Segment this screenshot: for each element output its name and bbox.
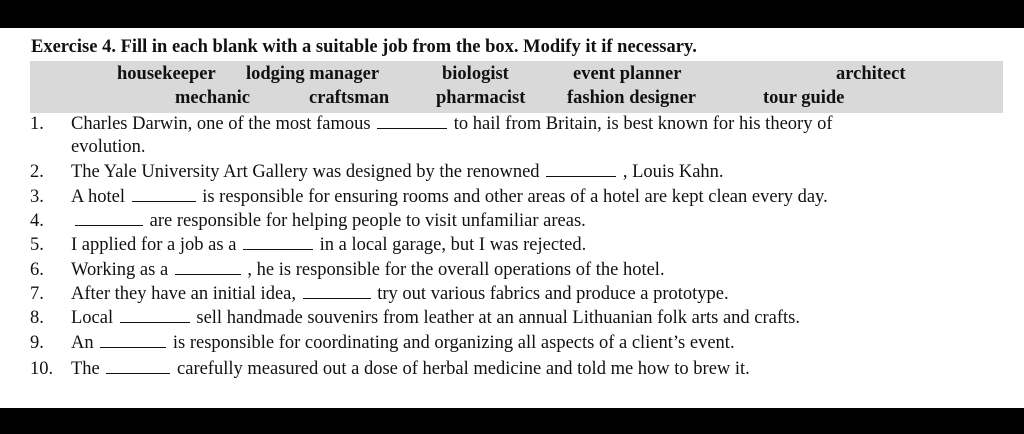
answer-blank[interactable] — [120, 308, 190, 323]
list-item — [71, 235, 586, 256]
item-text-before: The Yale University Art Gallery was designed by the renowned — [71, 162, 540, 182]
list-item — [71, 260, 665, 281]
item-text-before: Working as a — [71, 260, 169, 280]
item-number: 5. — [30, 235, 44, 255]
item-text-after: carefully measured out a dose of herbal medicine and told me how to brew it. — [177, 359, 750, 379]
exercise-title: Exercise 4. Fill in each blank with a suitable job from the box. Modify it if necessary. — [31, 37, 697, 57]
word-fashion-designer: fashion designer — [567, 88, 697, 108]
word-architect: architect — [836, 64, 906, 84]
word-pharmacist: pharmacist — [436, 88, 526, 108]
item-number: 4. — [30, 211, 44, 231]
list-item — [71, 333, 735, 354]
item-text-before: A hotel — [71, 187, 125, 207]
answer-blank[interactable] — [100, 333, 166, 348]
list-item — [71, 284, 729, 305]
answer-blank[interactable] — [243, 235, 313, 250]
item-text-before: The — [71, 359, 100, 379]
item-text-before: Charles Darwin, one of the most famous — [71, 114, 371, 134]
list-item — [71, 359, 750, 380]
item-number: 2. — [30, 162, 44, 182]
item-number: 10. — [30, 359, 54, 379]
item-text-after: are responsible for helping people to visit unfamiliar areas. — [149, 211, 586, 231]
list-item — [71, 162, 724, 183]
list-item — [71, 211, 586, 232]
item-text-after: try out various fabrics and produce a prototype. — [377, 284, 729, 304]
item-number: 3. — [30, 187, 44, 207]
item-text-after: , Louis Kahn. — [622, 162, 724, 182]
item-text-after: is responsible for ensuring rooms and other areas of a hotel are kept clean every day. — [202, 187, 828, 207]
word-tour-guide: tour guide — [763, 88, 845, 108]
item-text-before: An — [71, 333, 94, 353]
item-text-before: Local — [71, 308, 114, 328]
item-text-after: sell handmade souvenirs from leather at an annual Lithuanian folk arts and crafts. — [196, 308, 800, 328]
item-text-before: I applied for a job as a — [71, 235, 237, 255]
list-item — [71, 187, 828, 208]
item-number: 7. — [30, 284, 44, 304]
answer-blank[interactable] — [132, 187, 196, 202]
item-text-after: in a local garage, but I was rejected. — [319, 235, 587, 255]
answer-blank[interactable] — [175, 260, 241, 275]
word-biologist: biologist — [442, 64, 509, 84]
item-number: 9. — [30, 333, 44, 353]
word-craftsman: craftsman — [309, 88, 390, 108]
item-text-after: , he is responsible for the overall operations of the hotel. — [247, 260, 665, 280]
answer-blank[interactable] — [303, 284, 371, 299]
item-continuation: evolution. — [71, 137, 146, 157]
word-mechanic: mechanic — [175, 88, 251, 108]
word-event-planner: event planner — [573, 64, 682, 84]
answer-blank[interactable] — [75, 211, 143, 226]
item-number: 1. — [30, 114, 44, 134]
list-item — [71, 308, 800, 329]
answer-blank[interactable] — [106, 359, 170, 374]
list-item — [71, 114, 832, 135]
answer-blank[interactable] — [546, 162, 616, 177]
answer-blank[interactable] — [377, 114, 447, 129]
word-housekeeper: housekeeper — [117, 64, 216, 84]
item-text-before: After they have an initial idea, — [71, 284, 296, 304]
item-number: 6. — [30, 260, 44, 280]
item-number: 8. — [30, 308, 44, 328]
item-text-after: is responsible for coordinating and organizing all aspects of a client’s event. — [172, 333, 735, 353]
exercise-items — [0, 28, 1024, 408]
worksheet-page — [0, 28, 1024, 408]
item-text-after: to hail from Britain, is best known for his theory of — [453, 114, 833, 134]
word-lodging-manager: lodging manager — [246, 64, 380, 84]
